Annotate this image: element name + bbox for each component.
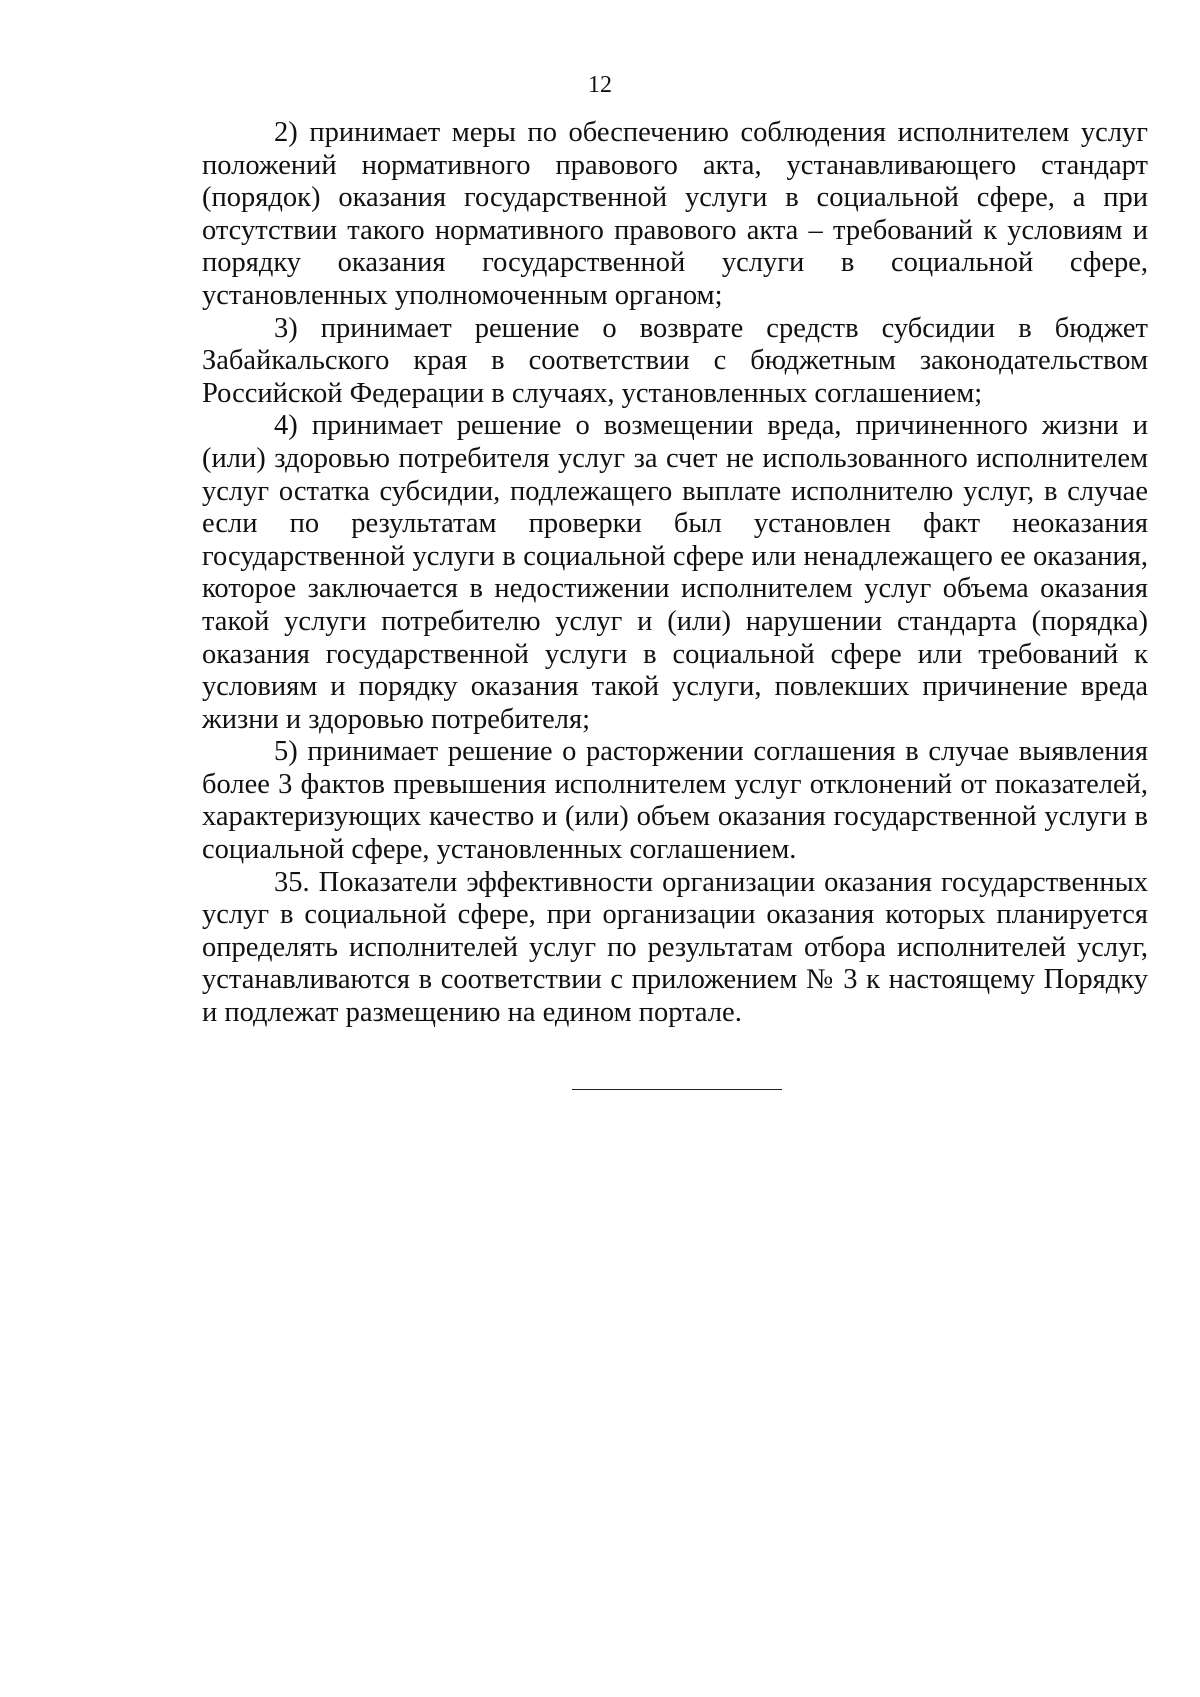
document-body (202, 117, 1148, 1030)
paragraph-section-35: 35. Показатели эффективности организации оказания государственных услуг в социальной сфере, при организации оказания которых планируется определять исполнителей услуг по результатам отбора исполнителей услуг, устанавливаются в соответствии с приложением № 3 к настоящему Порядку и подлежат размещению на едином портале. (202, 866, 1148, 1029)
end-of-document-rule (572, 1089, 782, 1090)
page-number: 12 (588, 72, 612, 98)
paragraph-item-5: 5) принимает решение о расторжении соглашения в случае выявления более 3 фактов превышения исполнителем услуг отклонений от показателей, характеризующих качество и (или) объем оказания государственной услуги в социальной сфере, установленных соглашением. (202, 736, 1148, 866)
paragraph-item-2: 2) принимает меры по обеспечению соблюдения исполнителем услуг положений нормативного правового акта, устанавливающего стандарт (порядок) оказания государственной услуги в социальной сфере, а при отсутствии такого нормативного правового акта – требований к условиям и порядку оказания государственной услуги в социальной сфере, установленных уполномоченным органом; (202, 117, 1148, 311)
paragraph-item-4: 4) принимает решение о возмещении вреда, причиненного жизни и (или) здоровью потребителя услуг за счет не использованного исполнителем услуг остатка субсидии, подлежащего выплате исполнителю услуг, в случае если по результатам проверки был установлен факт неоказания государственной услуги в социальной сфере или ненадлежащего ее оказания, которое заключается в недостижении исполнителем услуг объема оказания такой услуги потребителю услуг и (или) нарушении стандарта (порядка) оказания государственной услуги в социальной сфере или требований к условиям и порядку оказания такой услуги, повлекших причинение вреда жизни и здоровью потребителя; (202, 410, 1148, 735)
paragraph-item-3: 3) принимает решение о возврате средств субсидии в бюджет Забайкальского края в соответствии с бюджетным законодательством Российской Федерации в случаях, установленных соглашением; (202, 312, 1148, 409)
